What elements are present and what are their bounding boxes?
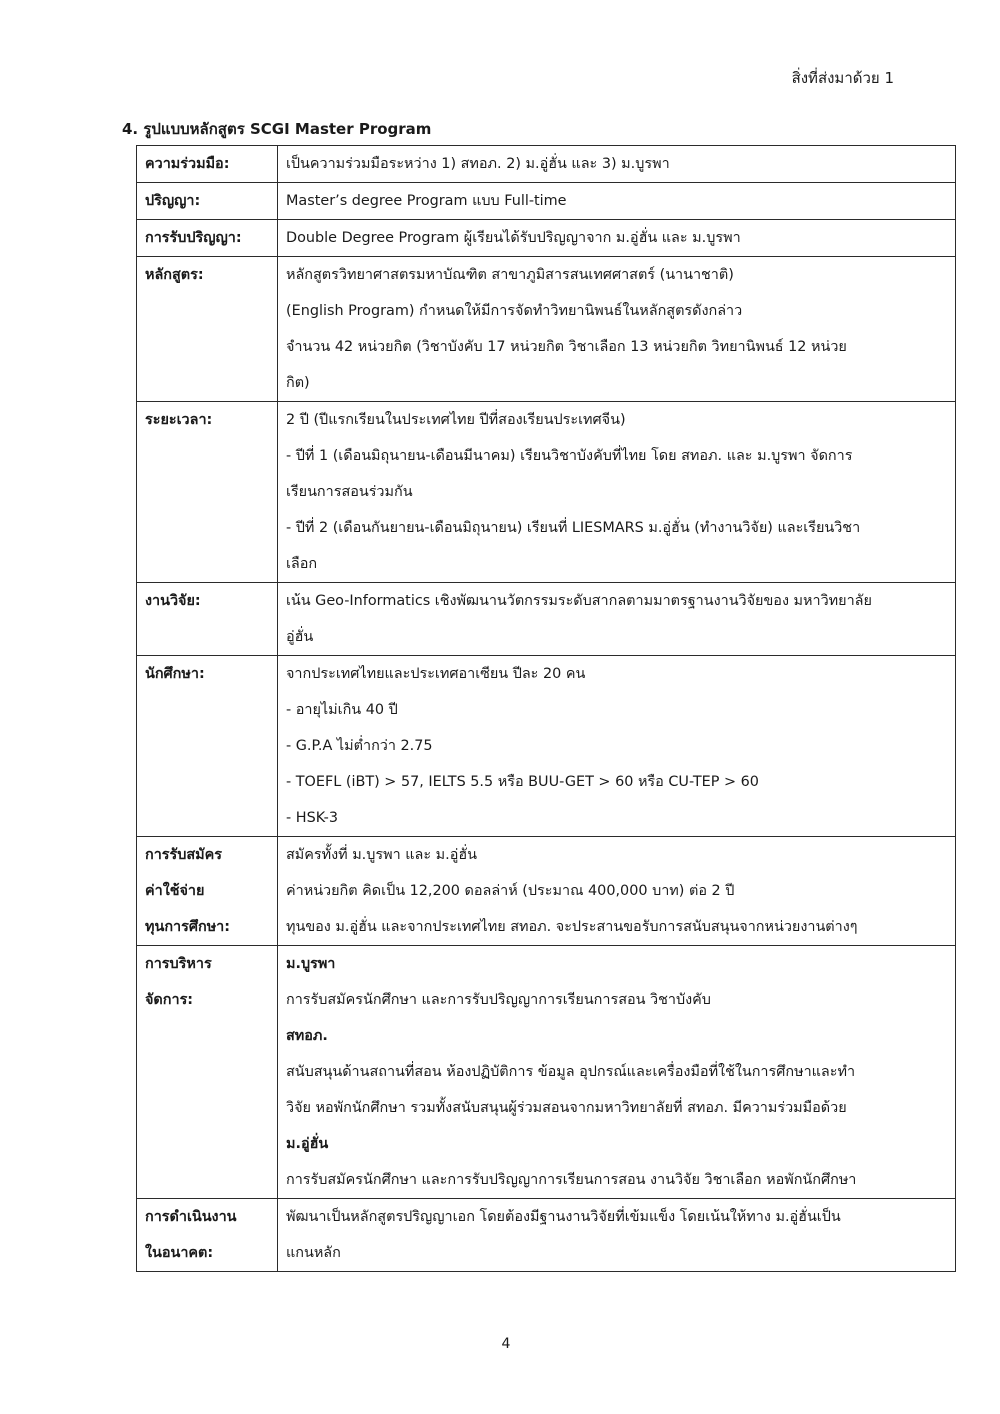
row-label xyxy=(137,656,278,837)
table-row-students xyxy=(137,656,956,837)
text-line: - G.P.A ไม่ต่ำกว่า 2.75 xyxy=(286,738,433,754)
text-line: (English Program) กำหนดให้มีการจัดทำวิทยานิพนธ์ในหลักสูตรดังกล่าว xyxy=(286,303,743,319)
text-line: หลักสูตร: xyxy=(145,267,204,283)
row-content xyxy=(278,220,956,257)
table-row-cooperation xyxy=(137,146,956,183)
text-line: เรียนการสอนร่วมกัน xyxy=(286,484,413,500)
text-line: - ปีที่ 2 (เดือนกันยายน-เดือนมิถุนายน) เรียนที่ LIESMARS ม.อู่ฮั่น (ทำงานวิจัย) และเรียนวิชา xyxy=(286,520,861,536)
text-line: หลักสูตรวิทยาศาสตรมหาบัณฑิต สาขาภูมิสารสนเทศศาสตร์ (นานาชาติ) xyxy=(286,267,734,283)
text-line: - อายุไม่เกิน 40 ปี xyxy=(286,702,398,718)
text-line: การบริหาร xyxy=(145,956,212,972)
text-line: สมัครทั้งที่ ม.บูรพา และ ม.อู่ฮั่น xyxy=(286,847,477,863)
text-line: ทุนการศึกษา: xyxy=(145,919,231,935)
text-line: การรับสมัครนักศึกษา และการรับปริญญาการเรียนการสอน งานวิจัย วิชาเลือก หอพักนักศึกษา xyxy=(286,1172,857,1188)
text-line: จากประเทศไทยและประเทศอาเซียน ปีละ 20 คน xyxy=(286,666,586,682)
table-row-management xyxy=(137,946,956,1199)
text-line: จัดการ: xyxy=(145,992,194,1008)
text-line: จำนวน 42 หน่วยกิต (วิชาบังคับ 17 หน่วยกิต วิชาเลือก 13 หน่วยกิต วิทยานิพนธ์ 12 หน่วย xyxy=(286,339,847,355)
text-line: เลือก xyxy=(286,556,318,572)
text-line: เน้น Geo-Informatics เชิงพัฒนานวัตกรรมระดับสากลตามมาตรฐานงานวิจัยของ มหาวิทยาลัย xyxy=(286,593,872,609)
text-line: - ปีที่ 1 (เดือนมิถุนายน-เดือนมีนาคม) เรียนวิชาบังคับที่ไทย โดย สทอภ. และ ม.บูรพา จัดการ xyxy=(286,448,853,464)
text-line: สนับสนุนด้านสถานที่สอน ห้องปฏิบัติการ ข้อมูล อุปกรณ์และเครื่องมือที่ใช้ในการศึกษาและทำ xyxy=(286,1064,856,1080)
row-label xyxy=(137,946,278,1199)
table-row-research xyxy=(137,583,956,656)
text-line: ระยะเวลา: xyxy=(145,412,213,428)
table-row-future-operations xyxy=(137,1199,956,1272)
text-line: Double Degree Program ผู้เรียนได้รับปริญญาจาก ม.อู่ฮั่น และ ม.บูรพา xyxy=(286,230,741,246)
org-heading: สทอภ. xyxy=(286,1028,328,1044)
table-row-admission-costs-scholarship xyxy=(137,837,956,946)
text-line: ค่าใช้จ่าย xyxy=(145,883,205,899)
text-line: อู่ฮั่น xyxy=(286,629,314,645)
text-line: การรับสมัคร xyxy=(145,847,223,863)
text-line: การรับปริญญา: xyxy=(145,230,242,246)
text-line: เป็นความร่วมมือระหว่าง 1) สทอภ. 2) ม.อู่ฮั่น และ 3) ม.บูรพา xyxy=(286,156,670,172)
text-line: วิจัย หอพักนักศึกษา รวมทั้งสนับสนุนผู้ร่วมสอนจากมหาวิทยาลัยที่ สทอภ. มีความร่วมมือด้วย xyxy=(286,1100,847,1116)
row-label xyxy=(137,1199,278,1272)
row-content xyxy=(278,837,956,946)
text-line: การดำเนินงาน xyxy=(145,1209,237,1225)
row-label xyxy=(137,583,278,656)
text-line: การรับสมัครนักศึกษา และการรับปริญญาการเรียนการสอน วิชาบังคับ xyxy=(286,992,711,1008)
row-content xyxy=(278,146,956,183)
attachment-label: สิ่งที่ส่งมาด้วย 1 xyxy=(791,69,894,87)
row-label xyxy=(137,146,278,183)
row-content xyxy=(278,656,956,837)
row-content xyxy=(278,402,956,583)
row-content xyxy=(278,946,956,1199)
text-line: 2 ปี (ปีแรกเรียนในประเทศไทย ปีที่สองเรียนประเทศจีน) xyxy=(286,412,626,428)
table-row-graduation xyxy=(137,220,956,257)
org-heading: ม.บูรพา xyxy=(286,956,336,972)
row-label xyxy=(137,183,278,220)
row-content xyxy=(278,183,956,220)
text-line: กิต) xyxy=(286,375,310,391)
text-line: - HSK-3 xyxy=(286,810,338,826)
text-line: แกนหลัก xyxy=(286,1245,341,1261)
text-line: ความร่วมมือ: xyxy=(145,156,230,172)
row-content xyxy=(278,1199,956,1272)
table-row-degree xyxy=(137,183,956,220)
text-line: - TOEFL (iBT) > 57, IELTS 5.5 หรือ BUU-GET > 60 หรือ CU-TEP > 60 xyxy=(286,774,759,790)
text-line: พัฒนาเป็นหลักสูตรปริญญาเอก โดยต้องมีฐานงานวิจัยที่เข้มแข็ง โดยเน้นให้ทาง ม.อู่ฮั่นเป็น xyxy=(286,1209,841,1225)
row-label xyxy=(137,220,278,257)
curriculum-table xyxy=(136,145,956,1272)
page-number: 4 xyxy=(501,1336,511,1352)
table-row-duration xyxy=(137,402,956,583)
row-label xyxy=(137,402,278,583)
text-line: ปริญญา: xyxy=(145,193,201,209)
row-label xyxy=(137,257,278,402)
text-line: ค่าหน่วยกิต คิดเป็น 12,200 ดอลล่าห์ (ประมาณ 400,000 บาท) ต่อ 2 ปี xyxy=(286,883,735,899)
text-line: Master’s degree Program แบบ Full-time xyxy=(286,193,567,209)
section-title: 4. รูปแบบหลักสูตร SCGI Master Program xyxy=(122,120,432,138)
text-line: ทุนของ ม.อู่ฮั่น และจากประเทศไทย สทอภ. จะประสานขอรับการสนับสนุนจากหน่วยงานต่างๆ xyxy=(286,919,858,935)
row-content xyxy=(278,583,956,656)
text-line: นักศึกษา: xyxy=(145,666,205,682)
text-line: ในอนาคต: xyxy=(145,1245,214,1261)
row-content xyxy=(278,257,956,402)
text-line: งานวิจัย: xyxy=(145,593,201,609)
org-heading: ม.อู่ฮั่น xyxy=(286,1136,329,1152)
table-row-curriculum xyxy=(137,257,956,402)
row-label xyxy=(137,837,278,946)
